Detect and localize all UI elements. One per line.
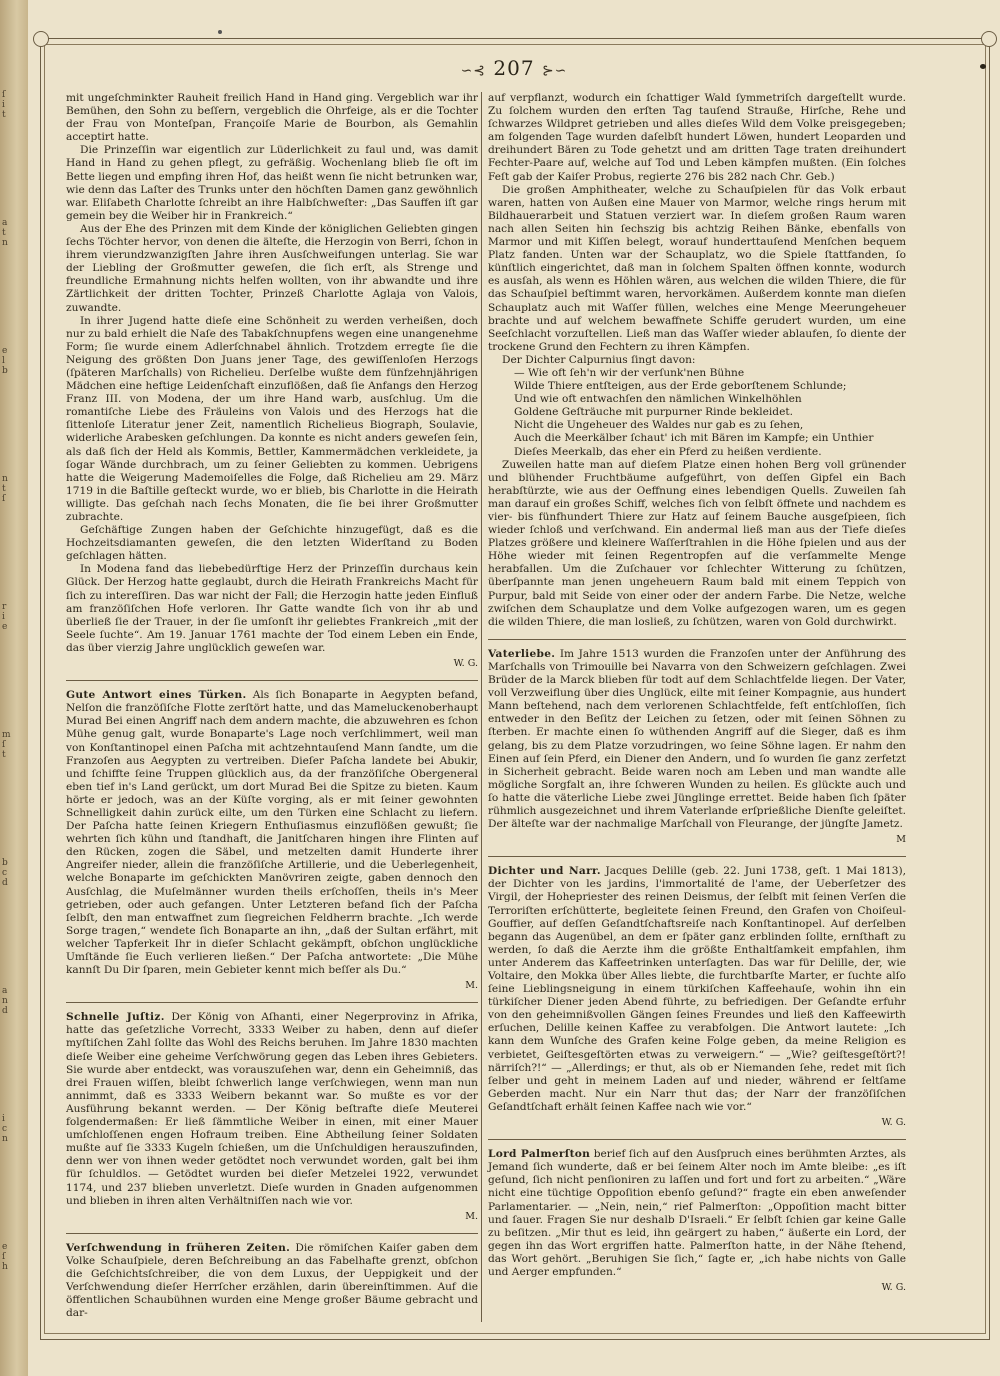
article-separator [66, 1233, 478, 1234]
paragraph-text: In ihrer Jugend hatte dieſe eine Schönheit zu werden verheißen, doch nur zu bald erhielt die Naſe des Tabakſchnupfens wegen eine unangenehme Form; ſie wurde einem Adlerſchnabel ähnlich. Trotzdem erregte ſie die Neigung des größten Don Juans jener Tage, des gewiſſenloſen Herzogs (ſpäteren Marſchalls) von Richelieu. Derſelbe wußte dem fünfzehnjährigen Mädchen eine heftige Leidenſchaft einzuflößen, daß ſie Anfangs den Herzog Franz III. von Modena, der um ihre Hand warb, ausſchlug. Um die romantiſche Liebe des Fräuleins von Valois und des Herzogs hat die ſittenloſe Literatur jener Zeit, namentlich Richelieus Biograph, Soulavie, widerliche Arabesken geſchlungen. Da konnte es nicht anders geweſen ſein, als daß ſich der Held als Kommis, Bettler, Kammermädchen verkleidete, ja ſogar Wände durchbrach, um zu ſeiner Geliebten zu kommen. Uebrigens hatte die Weigerung Mademoiſelles die Folge, daß Richelieu am 29. März 1719 in die Baſtille geſteckt wurde, wo er blieb, bis Charlotte in die Heirath willigte. Das geſchah nach ſechs Monaten, die ſie bei ihrer Großmutter zubrachte. [66, 314, 478, 523]
poem-line: Wilde Thiere entſteigen, aus der Erde geborſtenem Schlunde; [514, 380, 847, 393]
paragraph-text: Geſchäftige Zungen haben der Geſchichte hinzugefügt, daß es die Hochzeitsdiamanten geweſen, die den letzten Widerſtand zu Boden geſchlagen hätten. [66, 524, 478, 563]
article-paragraph [66, 223, 478, 315]
article [66, 680, 478, 992]
article-paragraph [488, 1148, 906, 1279]
article-paragraph [66, 144, 478, 223]
ink-dot [980, 64, 986, 69]
spine-text-fragment: m ſ t [2, 730, 11, 760]
poem-line: Nicht die Ungeheuer des Waldes nur gab es zu ſehen, [514, 419, 804, 432]
paragraph-text: In Modena fand das liebebedürftige Herz der Prinzeſſin durchaus kein Glück. Der Herzog hatte geglaubt, durch die Heirath Frankreichs Macht für ſich zu intereſſiren. Das war nicht der Fall; die Herzogin hatte jeden Einfluß am franzöſiſchen Hofe verloren. Ihr Gatte wandte ſich von ihr ab und überließ ſie der Trauer, in der ſie umſonſt ihr geliebtes Frankreich „mit der Seele ſuchte“. Am 19. Januar 1761 machte der Tod einem Leben ein Ende, das über vierzig Jahre unglücklich geweſen war. [66, 563, 478, 654]
article-separator [488, 1139, 906, 1140]
article-paragraph [488, 354, 906, 367]
adjacent-page-spine [0, 0, 28, 1376]
article [66, 1002, 478, 1223]
paragraph-text: Der Dichter Calpurnius ſingt davon: [502, 353, 696, 366]
article-paragraph: Zuweilen hatte man auf dieſem Platze einen hohen Berg voll grünender und blühender Fruchtbäume aufgeführt, von deſſen Gipfel ein Bach herabſtürzte, wie aus der Oeffnung eines lebendigen Quells. Zuweilen ſah man darauf ein großes Schiff, welches ſich von ſelbſt öffnete und nachdem es vier- bis fünfhundert Thiere zur Hatz auf ſeinem Bauche ausgeſpieen, ſich wieder ſchloß und verſchwand. Ein andermal ließ man aus der Tiefe dieſes Platzes größere und kleinere Waſſerſtrahlen in die Höhe ſpielen und aus der Höhe wieder mit ſeinen Regentropfen auf die verſammelte Menge herabfallen. Um die Zuſchauer vor ſchlechter Witterung zu ſchützen, überſpannte man jenen ungeheuern Raum bald mit einem Teppich von Purpur, bald mit Seide von einer oder der andern Farbe. Die Netze, welche zwiſchen dem Schauplatze und dem Volke aufgezogen waren, um es gegen die wilden Thiere, die man losließ, zu ſchützen, waren von Gold durchwirkt. [488, 458, 906, 628]
article-paragraph [488, 92, 906, 184]
left-column [66, 92, 478, 1320]
article-separator [488, 856, 906, 857]
article-separator [66, 1002, 478, 1003]
article-title: Dichter und Narr. [488, 865, 601, 878]
article [488, 92, 906, 629]
paragraph-text: mit ungeſchminkter Rauheit freilich Hand in Hand ging. Vergeblich war ihr Bemühen, den Sohn zu beſſern, vergeblich die Ohrfeige, als er die Tochter der Frau von Monteſpan, Françoiſe Marie de Bourbon, als Gemahlin acceptirt hatte. [66, 92, 478, 144]
header-ornament-right: ⊱∽ [541, 63, 568, 79]
paragraph-text: Die Prinzeſſin war eigentlich zur Lüderlichkeit zu faul und, was damit Hand in Hand zu gehen pflegt, zu gefräßig. Wochenlang blieb ſie oft im Bette liegen und empfing ihren Hof, das heißt wenn ſie nicht betrunken war, wie denn das Laſter des Trunks unter den höchſten Damen ganz gewöhnlich war. Eliſabeth Charlotte ſchreibt an ihre Halbſchweſter: „Das Sauffen iſt gar gemein bey die Weiber hir in Frankreich.“ [66, 144, 478, 222]
article-paragraph [488, 648, 906, 831]
spine-text-fragment: b c d [2, 858, 8, 888]
author-signature: M. [465, 980, 478, 992]
poem-line: — Wie oft ſeh'n wir der verſunk'nen Bühne [514, 366, 745, 379]
article-title: Schnelle Juſtiz. [66, 1011, 165, 1024]
spine-text-fragment: r i e [2, 602, 8, 632]
article-paragraph [66, 524, 478, 563]
poem-line: Auch die Meerkälber ſchaut' ich mit Bären im Kampfe; ein Unthier [514, 432, 874, 445]
corner-ornament [33, 31, 49, 47]
newspaper-page [28, 0, 1000, 1376]
column-divider [481, 92, 482, 1322]
paragraph-text: Der König von Aſhanti, einer Negerprovinz in Afrika, hatte das geſetzliche Vorrecht, 3333 Weiber zu haben, denn auf dieſer myſtiſchen Zahl ſollte das Wohl des Reichs beruhen. Im Jahre 1830 machten dieſe Weiber eine geheime Verſchwörung gegen das Leben ihres Gebieters. Sie wurde aber entdeckt, was vorauszuſehen war, denn ein Geheimniß, das drei Frauen wiſſen, bleibt ſchwerlich lange verſchwiegen, wenn man nun annimmt, daß es 3333 Weibern bekannt war. So mußte es vor der Ausführung bekannt werden. — Der König beſtrafte dieſe Meuterei folgendermaßen: Er ließ ſämmtliche Weiber in einen, mit einer Mauer umſchloſſenen engen Hofraum treiben. Eine Abtheilung ſeiner Soldaten mußte auf ſie 3333 Kugeln ſchießen, um die Unſchuldigen herauszufinden, denn wer von ihnen weder getödtet noch verwundet worden, galt bei ihm für ſchuldlos. — Getödtet wurden bei dieſer Metzelei 1922, verwundet 1174, und 237 blieben unverletzt. Dieſe wurden in Gnaden aufgenommen und blieben in ihren alten Verhältniſſen nach wie vor. [66, 1011, 479, 1207]
article-paragraph [66, 315, 478, 525]
paragraph-text: berief ſich auf den Ausſpruch eines berühmten Arztes, als Jemand ſich wunderte, daß er bei ſeinem Alter noch im Amte bleibe: „es iſt geſund, ſich nicht penſioniren zu laſſen und fort und fort zu arbeiten.“ „Wäre nicht eine tüchtige Oppoſition ebenſo geſund?“ fragte ein eben anweſender Parlamentarier. — „Nein, nein,“ rief Palmerſton: „Oppoſition macht bitter und ſauer. Fragen Sie nur deshalb D'Israeli.“ Er ſelbſt ſchien gar keine Galle zu beſitzen. „Mir thut es leid, ihn geärgert zu haben,“ äußerte ein Lord, der gegen ihn das Wort ergriffen hatte. Palmerſton hatte, in der Nähe ſtehend, das Wort gehört. „Beruhigen Sie ſich,“ ſagte er, „ich habe nichts von Galle und Aerger empfunden.“ [488, 1148, 906, 1278]
spine-text-fragment: e ſ h [2, 1242, 8, 1272]
poem-quote [514, 367, 906, 459]
paragraph-text: Die großen Amphitheater, welche zu Schauſpielen für das Volk erbaut waren, hatten von Außen eine Mauer von Marmor, welche rings herum mit Bildhauerarbeit und Statuen verziert war. In dieſem großen Raum waren nach allen Seiten hin ſechszig bis achtzig Reihen Bänke, ebenfalls von Marmor und mit Kiſſen belegt, worauf hunderttauſend Menſchen bequem Platz fanden. Unten war der Schauplatz, wo die Spiele ſtattfanden, ſo künſtlich eingerichtet, daß man in ſolchem Spalten öffnen konnte, wodurch es ausſah, als wenn es Höhlen wären, aus welchen die wilden Thiere, die für das Schauſpiel beſtimmt waren, hervorkämen. Außerdem konnte man dieſen Schauplatz auch mit Waſſer füllen, welches eine Menge Meerungeheuer brachte und auf welchem bewaffnete Schiffe gerudert wurden, um eine Seeſchlacht vorzuſtellen. Ließ man das Waſſer wieder ablaufen, ſo diente der trockene Grund den Fechtern zu ihren Kämpfen. [488, 183, 906, 353]
poem-line: Dieſes Meerkalb, das eher ein Pferd zu heißen verdiente. [514, 445, 822, 458]
article-separator [488, 639, 906, 640]
spine-text-fragment: a n d [2, 986, 8, 1016]
header-ornament-left: ∽⊰ [460, 63, 487, 79]
paragraph-text: Als ſich Bonaparte in Aegypten befand, Nelſon die franzöſiſche Flotte zerſtört hatte, und das Mameluckenoberhaupt Murad Bei einen Angriff nach dem andern machte, die abzuwehren es ſchon Mühe genug galt, wurde Bonaparte's Lage noch verſchlimmert, weil man von Konſtantinopel einen Paſcha mit achtzehntauſend Mann ſandte, um die Franzoſen aus Aegypten zu vertreiben. Dieſer Paſcha landete bei Abukir, und ſchiffte ſeine Truppen glücklich aus, da der franzöſiſche Obergeneral eben tief in's Land gerückt, um dort Murad Bei die Spitze zu bieten. Kaum hörte er jedoch, was an der Küſte vorging, als er mit ſeiner gewohnten Schnelligkeit dahin zurück eilte, um den Türken eine Schlacht zu liefern. Der Paſcha hatte ſeinen Kriegern Enthuſiasmus einzuflößen gewußt; ſie wehrten ſich kühn und ſtandhaft, die Janitſcharen hingen ihre Flinten auf den Rücken, zogen die Säbel, und metzelten damit Hunderte ihrer Angreifer nieder, allein die franzöſiſche Artillerie, und die Ueberlegenheit, welche Bonaparte im geſchickten Manövriren zeigte, gaben dennoch den Ausſchlag, die Muſelmänner wurden theils erſchoſſen, theils in's Meer getrieben, oder auch gefangen. Unter Letzteren befand ſich der Paſcha ſelbſt, den man entwaffnet zum ſiegreichen Feldherrn brachte. „Ich werde Sorge tragen,“ wendete ſich Bonaparte an ihn, „daß der Sultan erfährt, mit welcher Tapferkeit Ihr in dieſer Schlacht gekämpft, obſchon unglückliche Umſtände ſie Euch verlieren ließen.“ Der Paſcha antwortete: „Die Mühe kannſt Du Dir ſparen, mein Gebieter kennt mich beſſer als Du.“ [66, 689, 479, 977]
author-signature: M [896, 834, 906, 846]
spine-text-fragment: ſ i t [2, 90, 6, 120]
article [488, 1139, 906, 1294]
poem-line: Und wie oft entwachſen den nämlichen Winkelhöhlen [514, 393, 802, 406]
article-title: Lord Palmerſton [488, 1148, 591, 1161]
article [66, 92, 478, 670]
article-paragraph [66, 1242, 478, 1321]
spine-text-fragment: i c n [2, 1114, 8, 1144]
spine-text-fragment: n t ſ [2, 474, 8, 504]
article-paragraph [66, 92, 478, 144]
page-number: 207 [493, 56, 535, 80]
article-separator [66, 680, 478, 681]
paragraph-text: Jacques Delille (geb. 22. Juni 1738, geſt. 1 Mai 1813), der Dichter von les jardins, l'immortalité de l'ame, der Ueberſetzer des Virgil, der Hohepriester des reinen Deismus, der ſelbſt mit ſeinen Verſen die Terroriſten erſchütterte, begleitete ſeinen Freund, den Grafen von Choiſeul-Gouffier, auf deſſen Geſandtſchaftsreiſe nach Konſtantinopel. Auf derſelben begann das Augenübel, an dem er ſpäter ganz erblinden ſollte, ernſthaft zu werden, ſo daß die Aerzte ihm die größte Enthaltſamkeit empfahlen, ihm unter Anderem das Kaffeetrinken unterſagten. Das war für Delille, der, wie Voltaire, den Mokka über Alles liebte, die furchtbarſte Marter, er ſuchte alſo ſeine Lieblingsneigung in einem türkiſchen Kaffeehauſe, wohin ihn ein türkiſcher Diener jeden Abend führte, zu befriedigen. Der Geſandte erfuhr von den geheimnißvollen Gängen ſeines Freundes und ließ den Kaffeewirth erſuchen, Delille keinen Kaffee zu verabfolgen. Die Antwort lautete: „Ich kann dem Wunſche des Grafen keine Folge geben, da meine Religion es verbietet, Geiſtesgeſtörten etwas zu verweigern.“ — „Wie? geiſtesgeſtört?! närriſch?!“ — „Allerdings; er thut, als ob er Niemanden ſehe, redet mit ſich ſelber und geht in meinem Laden auf und nieder, während er ſeltſame Geberden macht. Nur ein Narr thut das; der Narr der franzöſiſchen Geſandtſchaft erhält ſeinen Kaffee nach wie vor.“ [488, 865, 906, 1113]
paragraph-text: Die römiſchen Kaiſer gaben dem Volke Schauſpiele, deren Beſchreibung an das Fabelhafte grenzt, obſchon die Geſchichtsſchreiber, die von dem Luxus, der Ueppigkeit und der Verſchwendung dieſer Herrſcher erzählen, darin übereinſtimmen. Auf die öffentlichen Schaubühnen wurden eine Menge großer Bäume gebracht und dar- [66, 1241, 478, 1320]
article [488, 856, 906, 1129]
paragraph-text: auf verpflanzt, wodurch ein ſchattiger Wald ſymmetriſch dargeſtellt wurde. Zu ſolchem wurden den erſten Tag tauſend Strauße, Hirſche, Rehe und ſchwarzes Wildpret getrieben und alles dieſes Wild dem Volke preisgegeben; am folgenden Tage wurden daſelbſt hundert Löwen, hundert Leoparden und dreihundert Bären zu Tode gehetzt und am dritten Tage traten dreihundert Fechter-Paare auf, welche auf Tod und Leben kämpfen mußten. (Ein ſolches Feſt gab der Kaiſer Probus, regierte 276 bis 282 nach Chr. Geb.) [488, 92, 906, 183]
article-paragraph [66, 689, 478, 977]
paragraph-text: Im Jahre 1513 wurden die Franzoſen unter der Anführung des Marſchalls von Trimouille bei Navarra von den Schweizern geſchlagen. Zwei Brüder de la Marck blieben für todt auf dem Schlachtfelde liegen. Der Vater, voll Verzweiflung über dies Unglück, eilte mit ſeiner Kompagnie, aus hundert Mann beſtehend, nach dem verlorenen Schlachtfelde, feſt entſchloſſen, ſich entweder in den Beſitz der Leichen zu ſetzen, oder mit ſeinen Söhnen zu ſterben. Er machte einen ſo wüthenden Angriff auf die Sieger, daß es ihm gelang, bis zu dem Platze vorzudringen, wo ſeine Söhne lagen. Er nahm den Einen auf ſein Pferd, ein Diener den Andern, und ſo wurden ſie ganz zerfetzt in Sicherheit gebracht. Beide waren noch am Leben und man wandte alle mögliche Sorgfalt an, ihre ſchweren Wunden zu heilen. Es glückte auch und ſo hatte die väterliche Liebe zwei Jünglinge errettet. Beide haben ſich ſpäter rühmlich ausgezeichnet und ihrem Vaterlande erſprießliche Dienſte geleiſtet. Der älteſte war der nachmalige Marſchall von Fleurange, der jüngſte Jametz. [488, 647, 906, 831]
spine-text-fragment: e l b [2, 346, 8, 376]
article-paragraph [488, 184, 906, 354]
author-signature: M. [465, 1210, 478, 1222]
right-column [488, 92, 906, 1294]
pinhole-mark [218, 30, 222, 34]
paragraph-text: Aus der Ehe des Prinzen mit dem Kinde der königlichen Geliebten gingen ſechs Töchter hervor, von denen die älteſte, die Herzogin von Berri, ſchon in ihrem vierundzwanzigſten Jahre ihren Ausſchweifungen unterlag. Sie war der Liebling der Großmutter geweſen, die ſich erſt, als Strenge und freundliche Ermahnung nichts helfen wollten, von ihr abwandte und ihre Zärtlichkeit der dritten Tochter, Prinzeß Charlotte Aglaja von Valois, zuwandte. [66, 222, 478, 314]
spine-text-fragment: a t n [2, 218, 8, 248]
poem-line: Goldene Geſträuche mit purpurner Rinde bekleidet. [514, 406, 793, 419]
article-title: Verſchwendung in früheren Zeiten. [66, 1241, 291, 1254]
article-title: Gute Antwort eines Türken. [66, 689, 247, 702]
author-signature: W. G. [881, 1282, 906, 1294]
article-paragraph [66, 1011, 478, 1207]
author-signature: W. G. [881, 1117, 906, 1129]
article-title: Vaterliebe. [488, 647, 556, 660]
author-signature: W. G. [453, 658, 478, 670]
article [66, 1233, 478, 1321]
article-paragraph [66, 563, 478, 655]
page-header [28, 56, 1000, 80]
article-paragraph [488, 865, 906, 1114]
article [488, 639, 906, 846]
corner-ornament [981, 31, 997, 47]
